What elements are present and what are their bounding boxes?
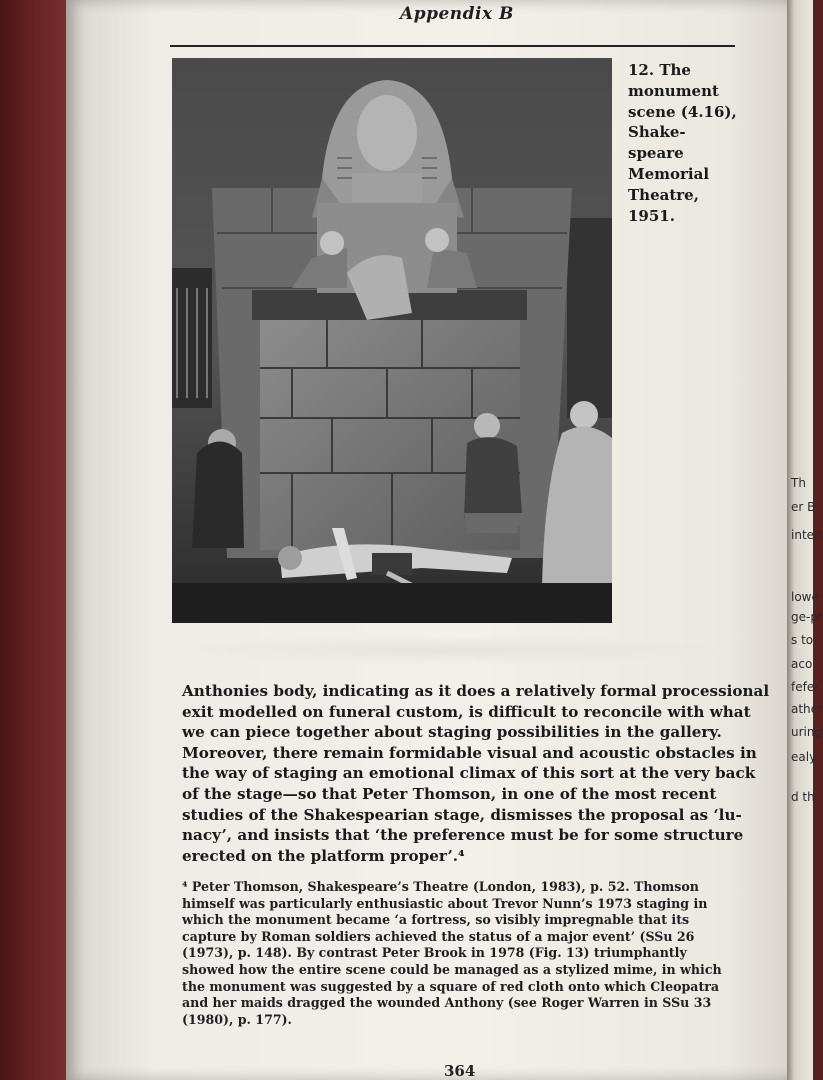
body-line: we can piece together about staging possibilities in the gallery. [182, 723, 722, 742]
facing-page-fragment: uring [791, 725, 823, 739]
caption-line: 1951. [628, 206, 675, 225]
figure-caption [628, 60, 748, 226]
caption-line: Theatre, [628, 185, 699, 204]
facing-page-fragment: ge-pr [791, 610, 823, 624]
facing-page-fragment: er B [791, 500, 816, 514]
facing-page-fragment: lowe [791, 590, 819, 604]
facing-page-fragment: fefer [791, 680, 820, 694]
facing-page-fragment: Th [791, 476, 806, 490]
book-cover-edge [0, 0, 70, 1080]
body-line: the way of staging an emotional climax of this sort at the very back [182, 764, 756, 783]
monument-scene-image [172, 58, 612, 623]
body-line: exit modelled on funeral custom, is difficult to reconcile with what [182, 702, 751, 721]
header-rule [170, 45, 735, 47]
footnote-line: showed how the entire scene could be managed as a stylized mime, in which [182, 961, 722, 977]
footnote-line: capture by Roman soldiers achieved the status of a major event’ (SSu 26 [182, 928, 695, 944]
footnote-line: himself was particularly enthusiastic about Trevor Nunn’s 1973 staging in [182, 895, 708, 911]
footnote [182, 879, 742, 1028]
footnote-line: the monument was suggested by a square of red cloth onto which Cleopatra [182, 978, 720, 994]
body-line: erected on the platform proper’.⁴ [182, 846, 465, 865]
facing-page-fragment: aco [791, 657, 813, 671]
caption-line: speare [628, 144, 684, 163]
footnote-line: (1973), p. 148). By contrast Peter Brook in 1978 (Fig. 13) triumphantly [182, 945, 687, 961]
facing-page-fragment: d th [791, 790, 815, 804]
facing-page-fragment: s to [791, 633, 814, 647]
page-shading [170, 635, 730, 665]
facing-page-edge [787, 0, 823, 1080]
body-line: Anthonies body, indicating as it does a relatively formal processional [182, 682, 770, 700]
caption-line: scene (4.16), [628, 102, 737, 121]
body-line: studies of the Shakespearian stage, dismisses the proposal as ‘lu- [182, 805, 742, 824]
figure-photo [172, 58, 612, 623]
body-line: Moreover, there remain formidable visual and acoustic obstacles in [182, 743, 757, 762]
footnote-line: which the monument became ‘a fortress, so visibly impregnable that its [182, 912, 690, 928]
footnote-line: ⁴ Peter Thomson, Shakespeare’s Theatre (London, 1983), p. 52. Thomson [182, 879, 699, 894]
caption-line: Memorial [628, 164, 710, 183]
page-number: 364 [444, 1062, 476, 1080]
footnote-line: (1980), p. 177). [182, 1011, 292, 1027]
caption-line: Shake- [628, 123, 686, 142]
facing-page-fragment: ather [791, 702, 823, 716]
facing-page-fragment: ealy [791, 750, 817, 764]
caption-line: monument [628, 81, 719, 100]
caption-line: 12. The [628, 61, 691, 79]
body-line: nacy’, and insists that ‘the preference must be for some structure [182, 826, 744, 845]
body-line: of the stage—so that Peter Thomson, in one of the most recent [182, 784, 717, 803]
facing-page-fragment: inted [791, 528, 822, 542]
running-header: Appendix B [400, 4, 514, 24]
footnote-line: and her maids dragged the wounded Anthony (see Roger Warren in SSu 33 [182, 995, 712, 1011]
body-paragraph [182, 681, 770, 866]
